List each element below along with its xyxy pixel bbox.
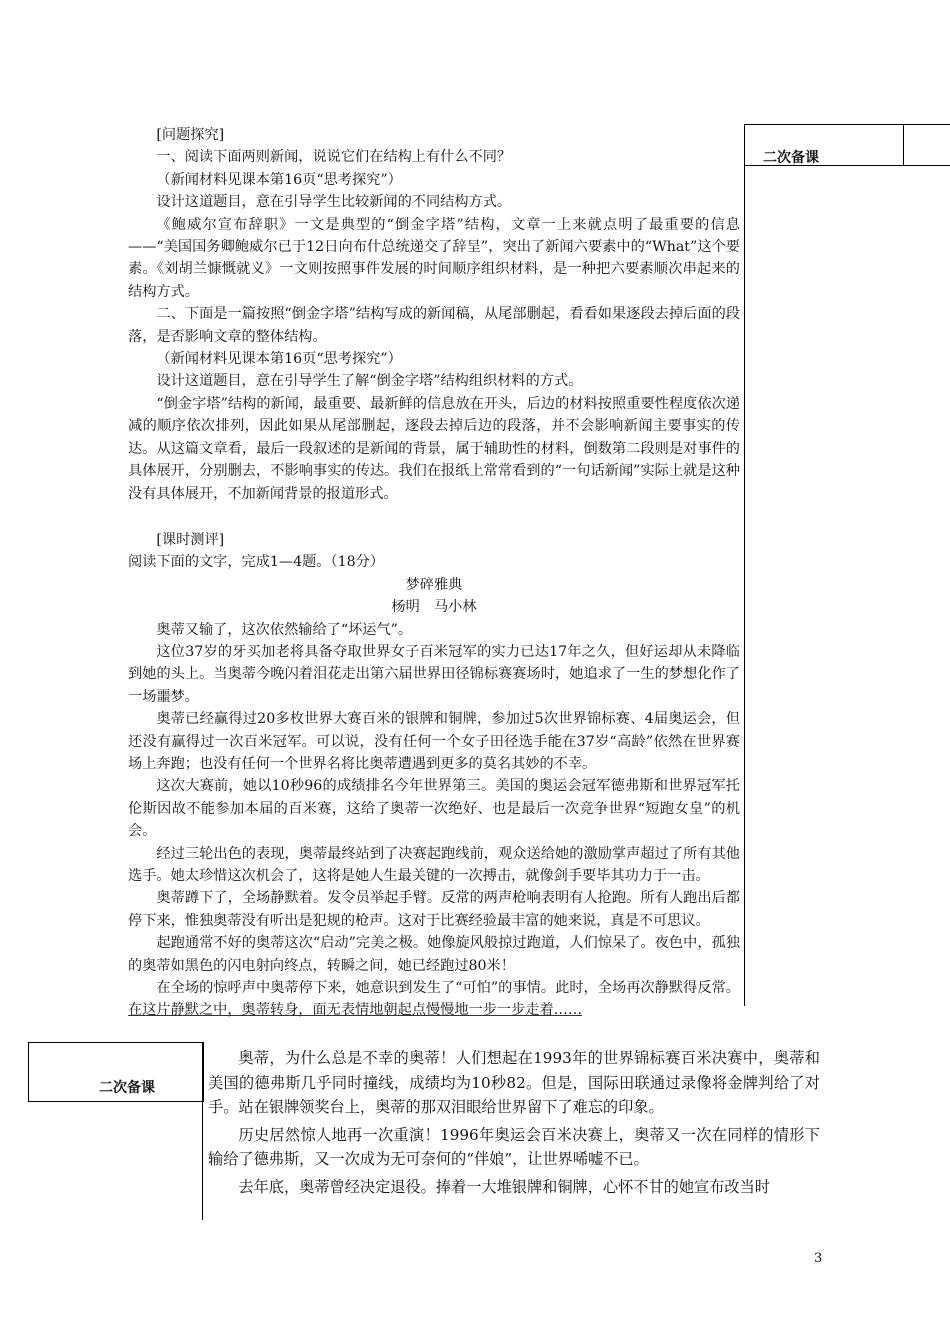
continuation-paragraph: 奥蒂，为什么总是不幸的奥蒂！人们想起在1993年的世界锦标赛百米决赛中，奥蒂和美国的德弗斯几乎同时撞线，成绩均为10秒82。但是，国际田联通过录像将金牌判给了对手。站在银牌领奖台上，奥蒂的那双泪眼给世界留下了难忘的印象。	[208, 1049, 820, 1117]
lesson-text	[128, 124, 740, 1022]
article-paragraph: 奥蒂蹲下了，全场静默着。发令员举起手臂。反常的两声枪响表明有人抢跑。所有人跑出后都停下来，惟独奥蒂没有听出是犯规的枪声。这对于比赛经验最丰富的她来说，真是不可思议。	[128, 890, 740, 929]
secondary-prep-box-label: 二次备课	[99, 1080, 155, 1096]
secondary-prep-header-cell	[903, 124, 950, 166]
article-paragraph: 起跑通常不好的奥蒂这次“启动”完美之极。她像旋风般掠过跑道，人们惊呆了。夜色中，孤独的奥蒂如黑色的闪电射向终点，转瞬之间，她已经跑过80米！	[128, 935, 740, 974]
assessment-instruction: 阅读下面的文字，完成1—4题。（18分）	[128, 554, 385, 571]
page-number: 3	[814, 1251, 823, 1266]
underlined-sentence: 在这片静默之中，奥蒂转身，面无表情地朝起点慢慢地一步一步走着……	[128, 1002, 583, 1019]
article-paragraph: 奥蒂已经赢得过20多枚世界大赛百米的银牌和铜牌，参加过5次世界锦标赛、4届奥运会，但还没有赢得过一次百米冠军。可以说，没有任何一个女子田径选手能在37岁“高龄”依然在世界赛场上奔跑；也没有任何一个世界名将比奥蒂遭遇到更多的莫名其妙的不幸。	[128, 711, 740, 772]
secondary-prep-box	[28, 1042, 204, 1102]
question-one: 一、阅读下面两则新闻，说说它们在结构上有什么不同？	[156, 149, 512, 166]
material-note-one: （新闻材料见课本第16页“思考探究”）	[156, 171, 402, 188]
last-paragraph-text: 在全场的惊呼声中奥蒂停下来，她意识到发生了“可怕”的事情。此时，全场再次静默得反常。	[156, 980, 740, 997]
continuation-paragraph: 历史居然惊人地再一次重演！1996年奥运会百米决赛上，奥蒂又一次在同样的情形下输给了德弗斯，又一次成为无可奈何的“伴娘”，让世界唏嘘不已。	[208, 1125, 820, 1169]
analysis-one: 《鲍威尔宣布辞职》一文是典型的“倒金字塔”结构，文章一上来就点明了最重要的信息——“美国国务卿鲍威尔已于12日向布什总统递交了辞呈”，突出了新闻六要素中的“What”这个要素。《刘胡兰慷慨就义》一文则按照事件发展的时间顺序组织材料，是一种把六要素顺次串起来的结构方式。	[128, 216, 740, 300]
spacer	[128, 505, 740, 529]
material-note-two: （新闻材料见课本第16页“思考探究”）	[156, 351, 402, 368]
question-two: 二、下面是一篇按照“倒金字塔”结构写成的新闻稿，从尾部删起，看看如果逐段去掉后面的段落，是否影响文章的整体结构。	[128, 306, 740, 345]
secondary-prep-header	[745, 124, 904, 166]
article-continuation	[208, 1046, 820, 1200]
article-authors: 杨明 马小林	[391, 599, 477, 616]
analysis-two: “倒金字塔”结构的新闻，最重要、最新鲜的信息放在开头，后边的材料按照重要性程度依次递减的顺序依次排列，因此如果从尾部删起，逐段去掉后边的段落，并不会影响新闻主要事实的传达。从这篇文章看，最后一段叙述的是新闻的背景，属于辅助性的材料，倒数第二段则是对事件的具体展开，分别删去，不影响事实的传达。我们在报纸上常常看到的“一句话新闻”实际上就是这种没有具体展开，不加新闻背景的报道形式。	[128, 395, 740, 502]
section-heading-inquiry: [问题探究]	[156, 127, 225, 143]
article-paragraph: 这位37岁的牙买加老将具备夺取世界女子百米冠军的实力已达17年之久，但好运却从未降临到她的头上。当奥蒂今晚闪着泪花走出第六届世界田径锦标赛赛场时，她追求了一生的梦想化作了一场噩梦。	[128, 643, 740, 705]
design-note-one: 设计这道题目，意在引导学生比较新闻的不同结构方式。	[156, 194, 512, 211]
column-divider	[202, 1042, 203, 1220]
article-paragraph: 经过三轮出色的表现，奥蒂最终站到了决赛起跑线前，观众送给她的激励掌声超过了所有其他选手。她太珍惜这次机会了，这将是她人生最关键的一次搏击，就像剑手要毕其功力于一击。	[128, 845, 740, 884]
article-paragraph: 奥蒂又输了，这次依然输给了“坏运气”。	[156, 621, 413, 638]
article-paragraph: 这次大赛前，她以10秒96的成绩排名今年世界第三。美国的奥运会冠军德弗斯和世界冠军托伦斯因故不能参加本届的百米赛，这给了奥蒂一次绝好、也是最后一次竞争世界“短跑女皇”的机会。	[128, 778, 740, 840]
secondary-prep-column	[744, 124, 950, 1006]
article-paragraph-last	[128, 977, 740, 1022]
continuation-paragraph: 去年底，奥蒂曾经决定退役。捧着一大堆银牌和铜牌，心怀不甘的她宣布改当时	[238, 1177, 770, 1196]
section-heading-assessment: [课时测评]	[156, 531, 225, 548]
secondary-prep-label: 二次备课	[763, 150, 819, 166]
article-title: 梦碎雅典	[405, 576, 463, 593]
design-note-two: 设计这道题目，意在引导学生了解“倒金字塔”结构组织材料的方式。	[156, 373, 583, 390]
